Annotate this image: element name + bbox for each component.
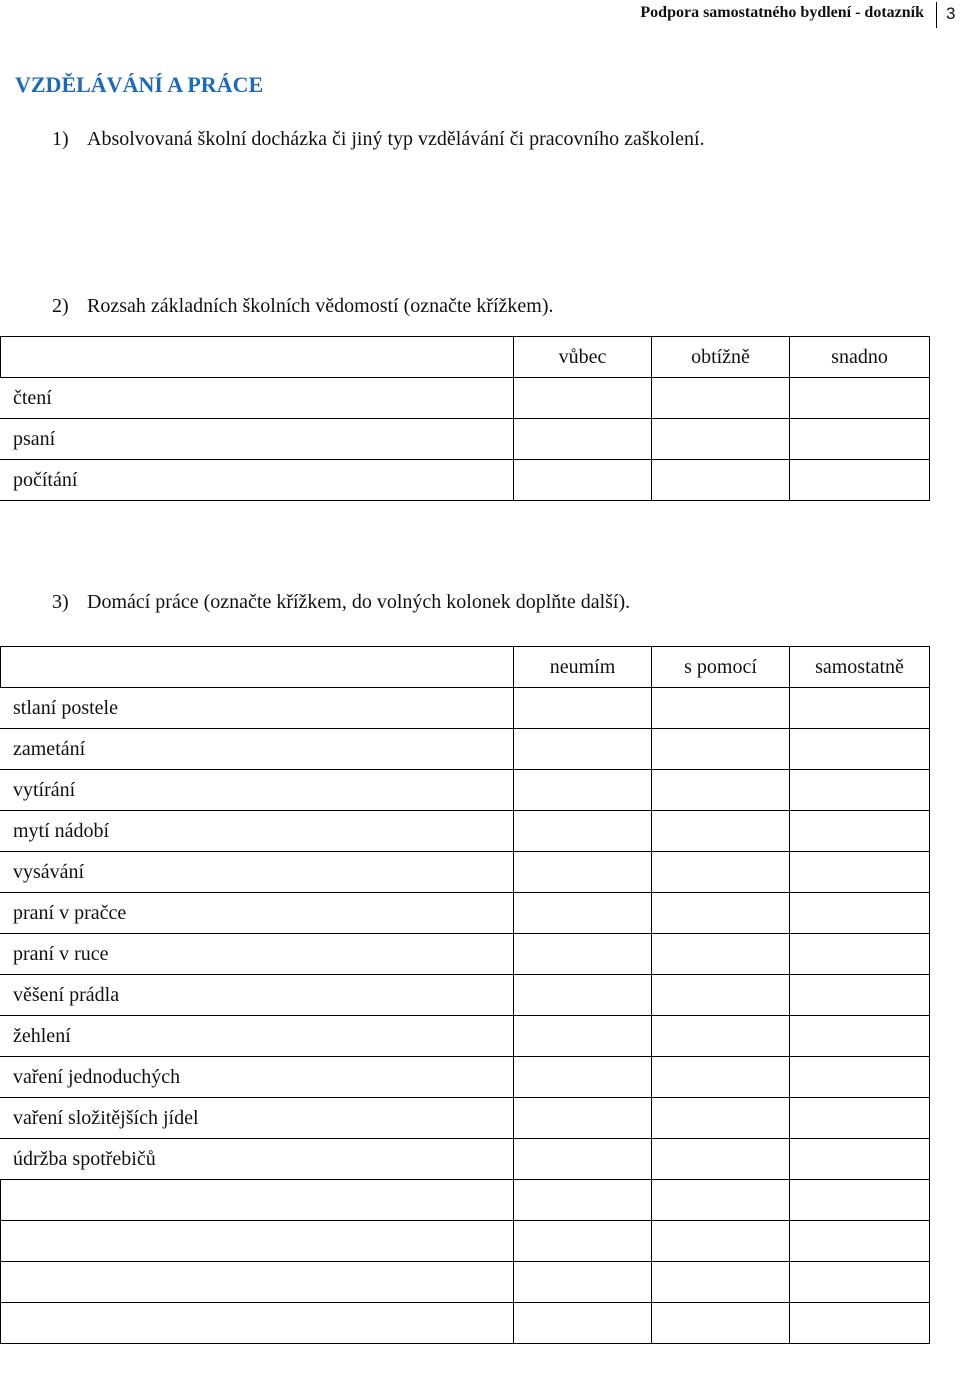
checkbox-cell[interactable] — [790, 729, 930, 770]
school-knowledge-table — [0, 336, 930, 501]
row-label: vytírání — [1, 770, 514, 811]
checkbox-cell[interactable] — [790, 1139, 930, 1180]
checkbox-cell[interactable] — [652, 460, 790, 501]
question-number: 2) — [52, 295, 69, 317]
checkbox-cell[interactable] — [790, 1016, 930, 1057]
checkbox-cell[interactable] — [514, 729, 652, 770]
checkbox-cell[interactable] — [514, 419, 652, 460]
section-title: VZDĚLÁVÁNÍ A PRÁCE — [15, 72, 264, 97]
checkbox-cell[interactable] — [514, 934, 652, 975]
row-label-blank[interactable] — [1, 1262, 514, 1303]
table-row — [1, 852, 930, 893]
checkbox-cell[interactable] — [790, 1303, 930, 1344]
table-row — [1, 419, 930, 460]
checkbox-cell[interactable] — [790, 852, 930, 893]
question-number: 1) — [52, 128, 69, 150]
checkbox-cell[interactable] — [514, 378, 652, 419]
checkbox-cell[interactable] — [790, 378, 930, 419]
table-row — [1, 1098, 930, 1139]
table-row — [1, 378, 930, 419]
table-row — [1, 1057, 930, 1098]
checkbox-cell[interactable] — [514, 1016, 652, 1057]
checkbox-cell[interactable] — [652, 852, 790, 893]
checkbox-cell[interactable] — [514, 1098, 652, 1139]
page-header — [0, 0, 960, 30]
row-label: psaní — [1, 419, 514, 460]
checkbox-cell[interactable] — [514, 1221, 652, 1262]
row-label: praní v pračce — [1, 893, 514, 934]
checkbox-cell[interactable] — [790, 934, 930, 975]
table-row — [1, 893, 930, 934]
table-row — [1, 1016, 930, 1057]
row-label: zametání — [1, 729, 514, 770]
question-text: Domácí práce (označte křížkem, do volných kolonek doplňte další). — [87, 591, 631, 613]
checkbox-cell[interactable] — [652, 770, 790, 811]
checkbox-cell[interactable] — [652, 1139, 790, 1180]
row-label: počítání — [1, 460, 514, 501]
table-row — [1, 934, 930, 975]
question-2 — [52, 295, 554, 318]
row-label: stlaní postele — [1, 688, 514, 729]
checkbox-cell[interactable] — [790, 975, 930, 1016]
question-text: Rozsah základních školních vědomostí (označte křížkem). — [87, 295, 554, 317]
checkbox-cell[interactable] — [652, 1098, 790, 1139]
document-title: Podpora samostatného bydlení - dotazník — [640, 4, 924, 21]
question-3 — [52, 591, 630, 614]
row-label-blank[interactable] — [1, 1221, 514, 1262]
checkbox-cell[interactable] — [652, 975, 790, 1016]
checkbox-cell[interactable] — [514, 893, 652, 934]
row-label: věšení prádla — [1, 975, 514, 1016]
row-label: vaření jednoduchých — [1, 1057, 514, 1098]
header-empty-cell — [1, 647, 514, 688]
table-row — [1, 1221, 930, 1262]
checkbox-cell[interactable] — [514, 1180, 652, 1221]
page-number: 3 — [946, 4, 956, 23]
column-header: neumím — [514, 647, 652, 688]
checkbox-cell[interactable] — [514, 1139, 652, 1180]
checkbox-cell[interactable] — [652, 729, 790, 770]
table-row — [1, 770, 930, 811]
column-header: samostatně — [790, 647, 930, 688]
row-label: praní v ruce — [1, 934, 514, 975]
checkbox-cell[interactable] — [652, 1303, 790, 1344]
checkbox-cell[interactable] — [652, 419, 790, 460]
checkbox-cell[interactable] — [790, 419, 930, 460]
checkbox-cell[interactable] — [514, 688, 652, 729]
table-row — [1, 811, 930, 852]
column-header: vůbec — [514, 337, 652, 378]
housework-table — [0, 646, 930, 1344]
checkbox-cell[interactable] — [514, 460, 652, 501]
checkbox-cell[interactable] — [652, 893, 790, 934]
checkbox-cell[interactable] — [514, 1057, 652, 1098]
table-row — [1, 1139, 930, 1180]
table-row — [1, 460, 930, 501]
checkbox-cell[interactable] — [652, 1221, 790, 1262]
column-header: s pomocí — [652, 647, 790, 688]
question-1 — [52, 128, 705, 151]
table-row — [1, 729, 930, 770]
table-header-row — [1, 647, 930, 688]
checkbox-cell[interactable] — [652, 1180, 790, 1221]
row-label-blank[interactable] — [1, 1180, 514, 1221]
checkbox-cell[interactable] — [652, 934, 790, 975]
question-number: 3) — [52, 591, 69, 613]
checkbox-cell[interactable] — [514, 1262, 652, 1303]
checkbox-cell[interactable] — [514, 770, 652, 811]
checkbox-cell[interactable] — [790, 1180, 930, 1221]
header-divider — [936, 2, 937, 28]
checkbox-cell[interactable] — [790, 770, 930, 811]
checkbox-cell[interactable] — [652, 378, 790, 419]
row-label: vysávání — [1, 852, 514, 893]
checkbox-cell[interactable] — [652, 1016, 790, 1057]
checkbox-cell[interactable] — [790, 1098, 930, 1139]
header-empty-cell — [1, 337, 514, 378]
question-text: Absolvovaná školní docházka či jiný typ vzdělávání či pracovního zaškolení. — [87, 128, 705, 150]
table-row — [1, 688, 930, 729]
checkbox-cell[interactable] — [514, 1303, 652, 1344]
row-label-blank[interactable] — [1, 1303, 514, 1344]
column-header: obtížně — [652, 337, 790, 378]
table-header-row — [1, 337, 930, 378]
table-row — [1, 1180, 930, 1221]
checkbox-cell[interactable] — [790, 1262, 930, 1303]
checkbox-cell[interactable] — [652, 688, 790, 729]
checkbox-cell[interactable] — [652, 1057, 790, 1098]
row-label: žehlení — [1, 1016, 514, 1057]
row-label: vaření složitějších jídel — [1, 1098, 514, 1139]
checkbox-cell[interactable] — [514, 852, 652, 893]
checkbox-cell[interactable] — [790, 1221, 930, 1262]
checkbox-cell[interactable] — [790, 893, 930, 934]
checkbox-cell[interactable] — [790, 811, 930, 852]
checkbox-cell[interactable] — [790, 1057, 930, 1098]
row-label: mytí nádobí — [1, 811, 514, 852]
table-row — [1, 1262, 930, 1303]
table-row — [1, 1303, 930, 1344]
checkbox-cell[interactable] — [790, 688, 930, 729]
checkbox-cell[interactable] — [514, 975, 652, 1016]
checkbox-cell[interactable] — [790, 460, 930, 501]
column-header: snadno — [790, 337, 930, 378]
checkbox-cell[interactable] — [652, 1262, 790, 1303]
row-label: údržba spotřebičů — [1, 1139, 514, 1180]
row-label: čtení — [1, 378, 514, 419]
checkbox-cell[interactable] — [514, 811, 652, 852]
checkbox-cell[interactable] — [652, 811, 790, 852]
table-row — [1, 975, 930, 1016]
